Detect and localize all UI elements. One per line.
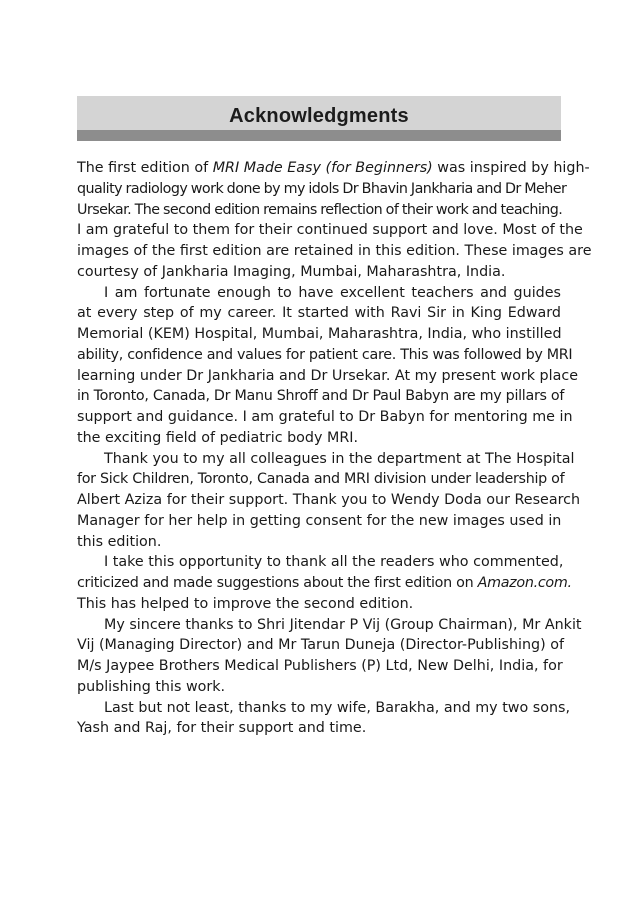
text-line	[77, 469, 565, 490]
text-run: this edition.	[77, 533, 162, 550]
text-run: quality radiology work done by my idols Dr Bhavin Jankharia and Dr Meher	[77, 180, 567, 197]
text-line	[77, 511, 561, 532]
text-run: My sincere thanks to Shri Jitendar P Vij (Group Chairman), Mr Ankit	[104, 616, 582, 633]
text-run: Manager for her help in getting consent for the new images used in	[77, 512, 562, 529]
text-line	[77, 615, 582, 636]
text-line	[77, 324, 561, 345]
text-run: I am fortunate enough to have excellent teachers and guides	[104, 284, 561, 301]
text-line	[77, 386, 565, 407]
heading-rule	[77, 130, 561, 141]
text-line	[77, 220, 583, 241]
paragraph	[77, 552, 572, 614]
text-line	[77, 241, 592, 262]
text-line	[77, 718, 561, 739]
page-title: Acknowledgments	[229, 105, 409, 127]
paragraph	[77, 158, 592, 283]
text-run: learning under Dr Jankharia and Dr Ursekar. At my present work place	[77, 367, 579, 384]
text-run: support and guidance. I am grateful to Dr Babyn for mentoring me in	[77, 409, 573, 425]
paragraph	[77, 283, 579, 449]
text-line	[77, 428, 561, 449]
text-line	[77, 594, 561, 615]
text-line	[77, 656, 561, 677]
text-line	[77, 635, 565, 656]
text-run: Last but not least, thanks to my wife, Barakha, and my two sons,	[104, 699, 571, 716]
text-run: was inspired by high-	[432, 160, 590, 176]
text-run: Thank you to my all colleagues in the department at The Hospital	[104, 450, 575, 467]
text-line	[77, 677, 561, 698]
text-line	[77, 303, 561, 324]
acknowledgments-body	[77, 158, 592, 739]
emphasis-text: Amazon.com.	[477, 575, 572, 591]
paragraph	[77, 615, 582, 698]
text-run: the exciting field of pediatric body MRI.	[77, 429, 359, 446]
text-line	[77, 283, 561, 304]
text-line	[77, 552, 564, 573]
text-run: Ursekar. The second edition remains reflection of their work and teaching.	[77, 201, 563, 218]
emphasis-text: MRI Made Easy (for Beginners)	[212, 160, 433, 176]
text-run: Vij (Managing Director) and Mr Tarun Duneja (Director-Publishing) of	[77, 637, 565, 654]
text-run: Memorial (KEM) Hospital, Mumbai, Maharashtra, India, who instilled	[77, 326, 562, 342]
text-run: M/s Jaypee Brothers Medical Publishers (P) Ltd, New Delhi, India, for	[77, 658, 563, 674]
text-line	[77, 179, 567, 200]
text-line	[77, 532, 561, 553]
text-line	[77, 200, 561, 221]
text-run: criticized and made suggestions about the first edition on	[77, 575, 478, 591]
text-line	[77, 262, 561, 283]
text-run: I am grateful to them for their continued support and love. Most of the	[77, 222, 583, 239]
text-run: images of the first edition are retained in this edition. These images are	[77, 243, 592, 259]
text-line	[77, 366, 579, 387]
text-run: Yash and Raj, for their support and time.	[77, 720, 367, 737]
text-line	[77, 449, 575, 470]
text-run: The first edition of	[77, 160, 213, 176]
paragraph	[77, 449, 581, 553]
text-run: I take this opportunity to thank all the readers who commented,	[104, 554, 564, 571]
text-line	[77, 573, 572, 594]
text-run: for Sick Children, Toronto, Canada and MRI division under leadership of	[77, 471, 565, 488]
text-run: ability, confidence and values for patient care. This was followed by MRI	[77, 346, 573, 363]
text-run: Albert Aziza for their support. Thank you to Wendy Doda our Research	[77, 492, 581, 508]
text-run: at every step of my career. It started with Ravi Sir in King Edward	[77, 305, 561, 322]
text-line	[77, 345, 573, 366]
paragraph	[77, 698, 571, 740]
text-line	[77, 698, 571, 719]
text-run: courtesy of Jankharia Imaging, Mumbai, Maharashtra, India.	[77, 263, 506, 280]
text-line	[77, 158, 590, 179]
text-line	[77, 407, 573, 428]
text-run: publishing this work.	[77, 678, 226, 695]
text-line	[77, 490, 581, 511]
text-run: This has helped to improve the second edition.	[77, 595, 414, 612]
text-run: in Toronto, Canada, Dr Manu Shroff and Dr Paul Babyn are my pillars of	[77, 388, 565, 405]
